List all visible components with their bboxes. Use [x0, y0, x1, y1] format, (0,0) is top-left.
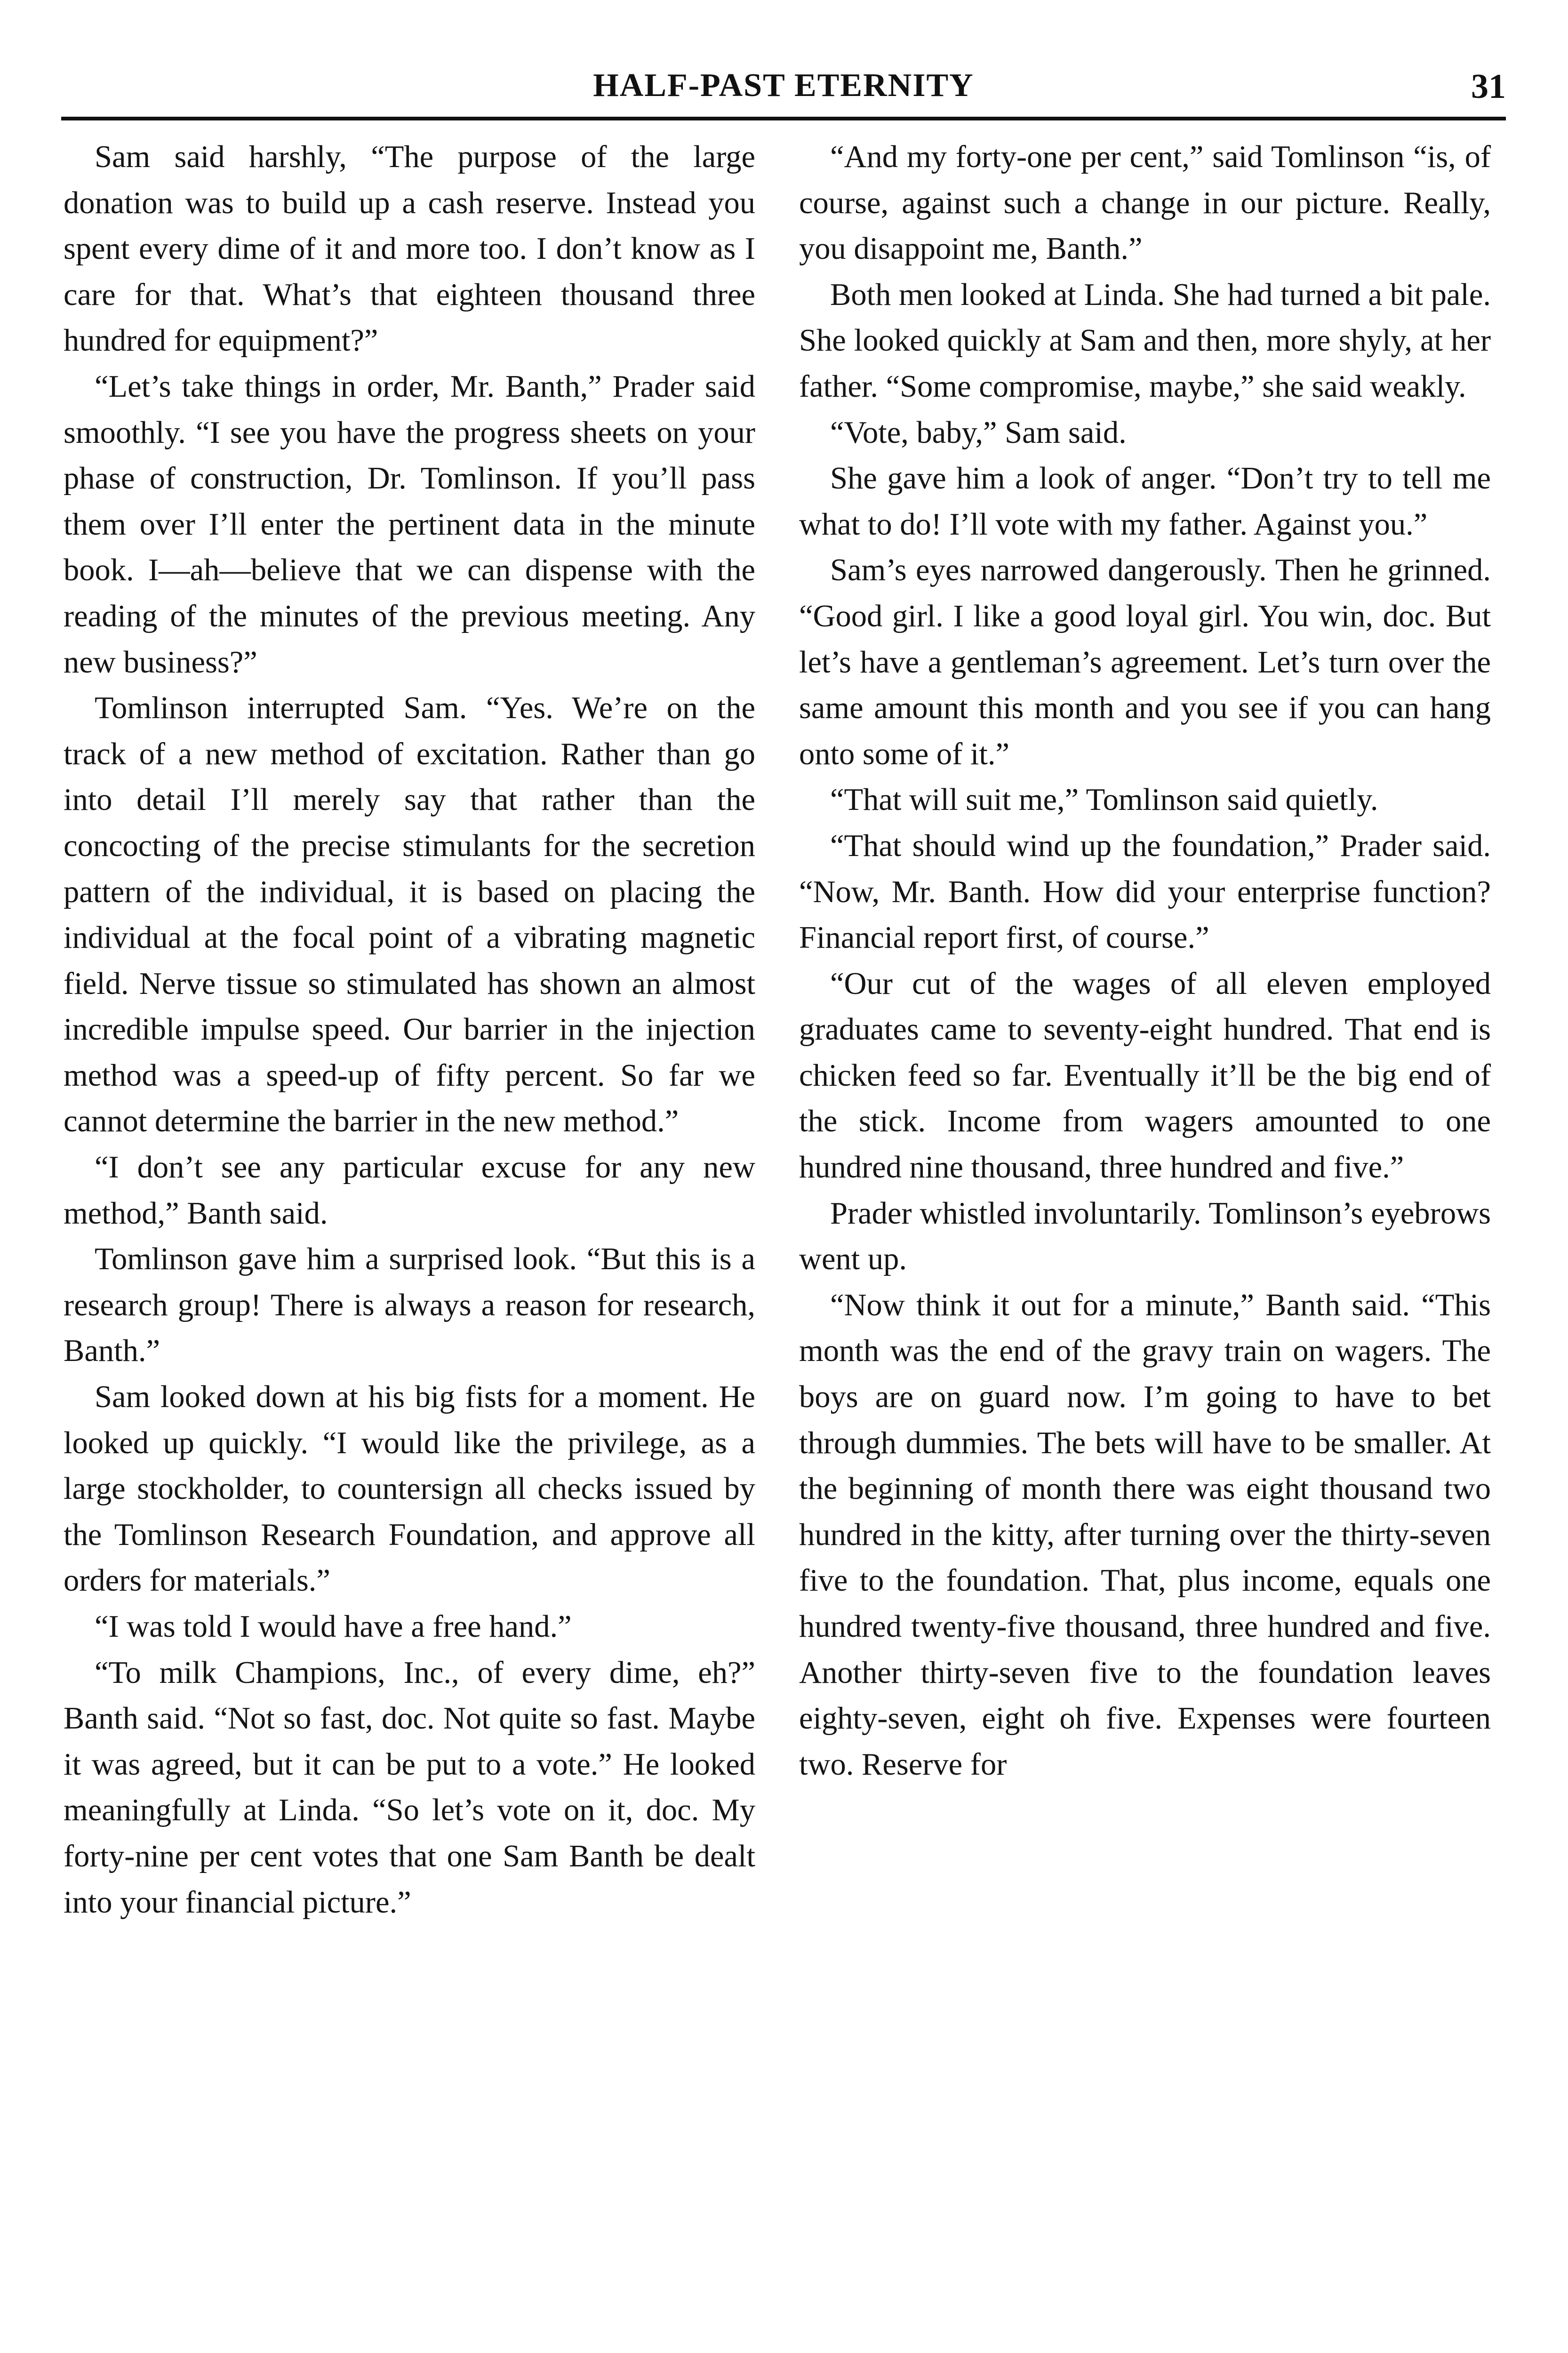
header-rule [61, 117, 1506, 120]
running-title: HALF-PAST ETERNITY [593, 67, 974, 104]
paragraph: Both men looked at Linda. She had turned a bit pale. She looked quickly at Sam and then, more shyly, at her father. “Some compromise, maybe,” she said weakly. [799, 277, 1491, 404]
paragraph: “Our cut of the wages of all eleven employed graduates came to seventy-eight hundred. That end is chicken feed so far. Eventually it’ll be the big end of the stick. Income from wagers amounted to one hundred nine thousand, three hundred and five.” [799, 966, 1491, 1185]
paragraph: “I was told I would have a free hand.” [95, 1609, 572, 1644]
paragraph: Sam said harshly, “The purpose of the large donation was to build up a cash reserve. Instead you spent every dime of it and more too. I don’t know as I care for that. What’s that eighteen thousand three hundred for equipment?” [64, 140, 755, 358]
paragraph: “Let’s take things in order, Mr. Banth,” Prader said smoothly. “I see you have the progress sheets on your phase of construction, Dr. Tomlinson. If you’ll pass them over I’ll enter the pertinent data in the minute book. I—ah—believe that we can dispense with the reading of the minutes of the previous meeting. Any new business?” [64, 369, 755, 680]
paragraph: “I don’t see any particular excuse for any new method,” Banth said. [64, 1150, 755, 1231]
paragraph: Sam’s eyes narrowed dangerously. Then he grinned. “Good girl. I like a good loyal girl. You win, doc. But let’s have a gentleman’s agreement. Let’s turn over the same amount this month and you see if you can hang onto some of it.” [799, 553, 1491, 771]
paragraph: Tomlinson gave him a surprised look. “But this is a research group! There is always a reason for research, Banth.” [64, 1242, 755, 1369]
paragraph: “That should wind up the foundation,” Prader said. “Now, Mr. Banth. How did your enterprise function? Financial report first, of course.” [799, 828, 1491, 955]
paragraph: Sam looked down at his big fists for a moment. He looked up quickly. “I would like the privilege, as a large stockholder, to countersign all checks issued by the Tomlinson Research Foundation, and approve all orders for materials.” [64, 1380, 755, 1598]
paragraph: She gave him a look of anger. “Don’t try to tell me what to do! I’ll vote with my father. Against you.” [799, 461, 1491, 542]
right-column [799, 134, 1491, 2353]
paragraph: “That will suit me,” Tomlinson said quietly. [830, 783, 1378, 817]
paragraph: Prader whistled involuntarily. Tomlinson’s eyebrows went up. [799, 1196, 1491, 1277]
running-head [61, 61, 1506, 118]
paragraph: “Now think it out for a minute,” Banth said. “This month was the end of the gravy train on wagers. The boys are on guard now. I’m going to have to bet through dummies. The bets will have to be smaller. At the beginning of month there was eight thousand two hundred in the kitty, after turning over the thirty-seven five to the foundation. That, plus income, equals one hundred twenty-five thousand, three hundred and five. Another thirty-seven five to the foundation leaves eighty-seven, eight oh five. Expenses were fourteen two. Reserve for [799, 1288, 1491, 1782]
paragraph: Tomlinson interrupted Sam. “Yes. We’re on the track of a new method of excitation. Rather than go into detail I’ll merely say that rather than the concocting of the precise stimulants for the secretion pattern of the individual, it is based on placing the individual at the focal point of a vibrating magnetic field. Nerve tissue so stimulated has shown an almost incredible impulse speed. Our barrier in the injection method was a speed-up of fifty percent. So far we cannot determine the barrier in the new method.” [64, 691, 755, 1139]
paragraph: “Vote, baby,” Sam said. [830, 415, 1127, 450]
left-column [64, 134, 755, 2353]
paragraph: “And my forty-one per cent,” said Tomlinson “is, of course, against such a change in our picture. Really, you disappoint me, Banth.” [799, 140, 1491, 266]
page-number: 31 [1471, 67, 1506, 106]
paragraph: “To milk Champions, Inc., of every dime, eh?” Banth said. “Not so fast, doc. Not quite so fast. Maybe it was agreed, but it can be put to a vote.” He looked meaningfully at Linda. “So let’s vote on it, doc. My forty-nine per cent votes that one Sam Banth be dealt into your financial picture.” [64, 1655, 755, 1920]
